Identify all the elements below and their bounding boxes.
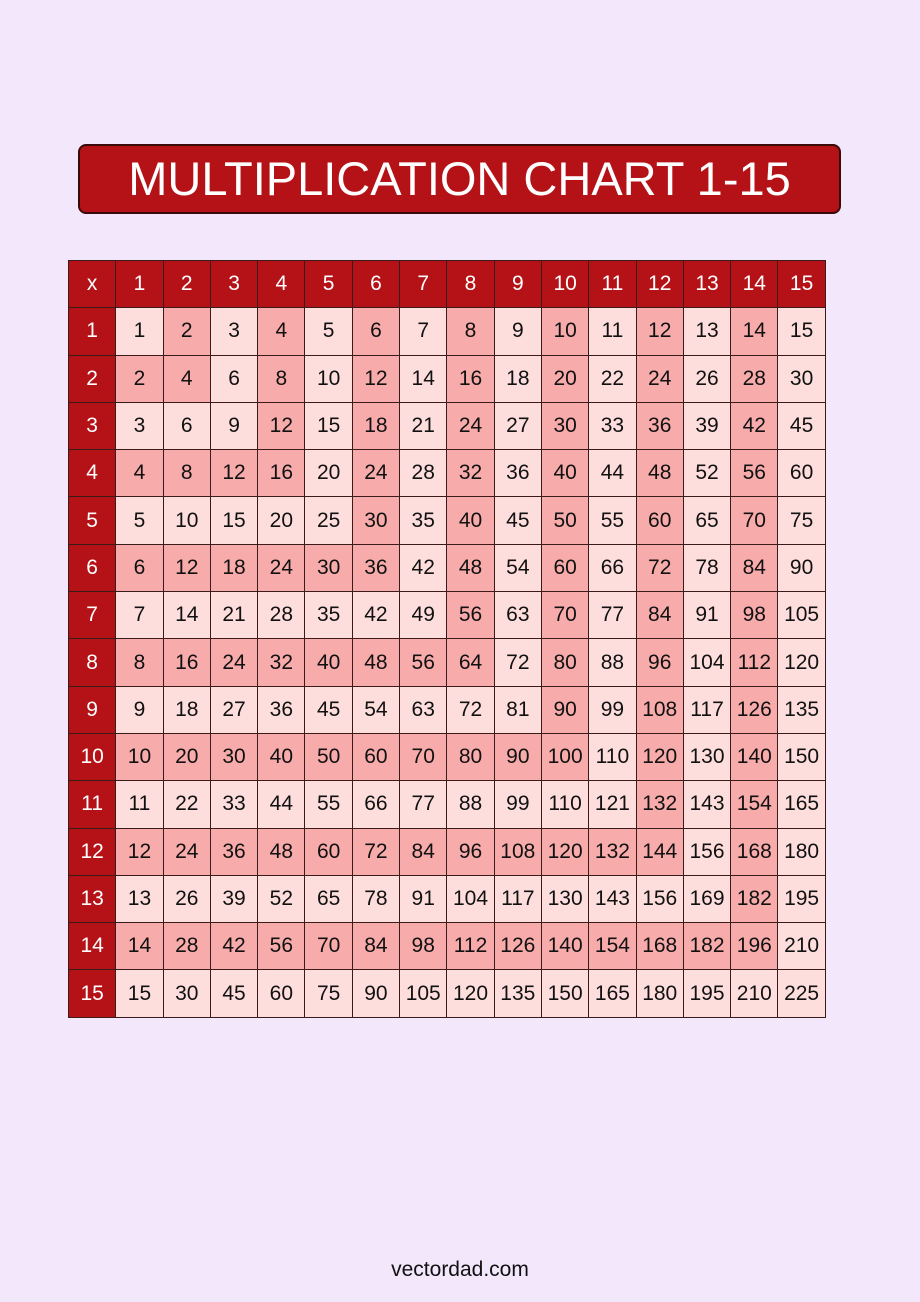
table-row bbox=[69, 639, 826, 686]
footer-site-name: vectordad.com bbox=[391, 1258, 529, 1281]
product-cell: 35 bbox=[305, 592, 352, 639]
product-cell: 63 bbox=[494, 592, 541, 639]
product-cell: 108 bbox=[636, 686, 683, 733]
product-cell: 98 bbox=[731, 592, 778, 639]
product-cell: 13 bbox=[116, 875, 163, 922]
product-cell: 84 bbox=[400, 828, 447, 875]
product-cell: 84 bbox=[636, 592, 683, 639]
product-cell: 45 bbox=[305, 686, 352, 733]
product-cell: 52 bbox=[258, 875, 305, 922]
product-cell: 75 bbox=[778, 497, 825, 544]
table-row bbox=[69, 450, 826, 497]
product-cell: 165 bbox=[778, 781, 825, 828]
column-header: 6 bbox=[352, 261, 399, 308]
product-cell: 54 bbox=[352, 686, 399, 733]
product-cell: 132 bbox=[589, 828, 636, 875]
product-cell: 143 bbox=[683, 781, 730, 828]
product-cell: 18 bbox=[163, 686, 210, 733]
product-cell: 12 bbox=[636, 308, 683, 355]
product-cell: 90 bbox=[541, 686, 588, 733]
product-cell: 90 bbox=[778, 544, 825, 591]
product-cell: 72 bbox=[636, 544, 683, 591]
product-cell: 15 bbox=[305, 402, 352, 449]
product-cell: 27 bbox=[494, 402, 541, 449]
product-cell: 117 bbox=[683, 686, 730, 733]
product-cell: 60 bbox=[305, 828, 352, 875]
product-cell: 30 bbox=[352, 497, 399, 544]
product-cell: 10 bbox=[305, 355, 352, 402]
product-cell: 44 bbox=[589, 450, 636, 497]
product-cell: 169 bbox=[683, 875, 730, 922]
row-header: 2 bbox=[69, 355, 116, 402]
product-cell: 26 bbox=[683, 355, 730, 402]
product-cell: 140 bbox=[541, 923, 588, 970]
product-cell: 45 bbox=[494, 497, 541, 544]
product-cell: 60 bbox=[636, 497, 683, 544]
product-cell: 28 bbox=[731, 355, 778, 402]
product-cell: 70 bbox=[400, 733, 447, 780]
column-header: 13 bbox=[683, 261, 730, 308]
product-cell: 135 bbox=[778, 686, 825, 733]
product-cell: 50 bbox=[305, 733, 352, 780]
product-cell: 10 bbox=[163, 497, 210, 544]
product-cell: 16 bbox=[163, 639, 210, 686]
product-cell: 66 bbox=[589, 544, 636, 591]
product-cell: 120 bbox=[636, 733, 683, 780]
product-cell: 45 bbox=[210, 970, 257, 1017]
table-row bbox=[69, 497, 826, 544]
header-row bbox=[69, 261, 826, 308]
product-cell: 60 bbox=[541, 544, 588, 591]
product-cell: 21 bbox=[400, 402, 447, 449]
product-cell: 196 bbox=[731, 923, 778, 970]
product-cell: 56 bbox=[400, 639, 447, 686]
product-cell: 126 bbox=[731, 686, 778, 733]
column-header: 10 bbox=[541, 261, 588, 308]
product-cell: 13 bbox=[683, 308, 730, 355]
product-cell: 4 bbox=[163, 355, 210, 402]
product-cell: 180 bbox=[636, 970, 683, 1017]
product-cell: 4 bbox=[258, 308, 305, 355]
product-cell: 12 bbox=[163, 544, 210, 591]
product-cell: 24 bbox=[447, 402, 494, 449]
product-cell: 60 bbox=[778, 450, 825, 497]
product-cell: 10 bbox=[541, 308, 588, 355]
column-header: 11 bbox=[589, 261, 636, 308]
product-cell: 130 bbox=[683, 733, 730, 780]
product-cell: 99 bbox=[589, 686, 636, 733]
product-cell: 2 bbox=[163, 308, 210, 355]
product-cell: 30 bbox=[210, 733, 257, 780]
product-cell: 63 bbox=[400, 686, 447, 733]
column-header: 2 bbox=[163, 261, 210, 308]
product-cell: 20 bbox=[305, 450, 352, 497]
product-cell: 80 bbox=[541, 639, 588, 686]
product-cell: 110 bbox=[589, 733, 636, 780]
product-cell: 150 bbox=[541, 970, 588, 1017]
product-cell: 32 bbox=[258, 639, 305, 686]
row-header: 15 bbox=[69, 970, 116, 1017]
product-cell: 5 bbox=[305, 308, 352, 355]
product-cell: 120 bbox=[778, 639, 825, 686]
row-header: 9 bbox=[69, 686, 116, 733]
product-cell: 72 bbox=[352, 828, 399, 875]
product-cell: 56 bbox=[447, 592, 494, 639]
table-row bbox=[69, 733, 826, 780]
product-cell: 33 bbox=[210, 781, 257, 828]
product-cell: 9 bbox=[494, 308, 541, 355]
product-cell: 130 bbox=[541, 875, 588, 922]
product-cell: 8 bbox=[258, 355, 305, 402]
product-cell: 77 bbox=[589, 592, 636, 639]
product-cell: 56 bbox=[731, 450, 778, 497]
product-cell: 56 bbox=[258, 923, 305, 970]
product-cell: 140 bbox=[731, 733, 778, 780]
product-cell: 70 bbox=[731, 497, 778, 544]
product-cell: 210 bbox=[778, 923, 825, 970]
product-cell: 7 bbox=[116, 592, 163, 639]
row-header: 14 bbox=[69, 923, 116, 970]
product-cell: 8 bbox=[447, 308, 494, 355]
product-cell: 10 bbox=[116, 733, 163, 780]
product-cell: 11 bbox=[116, 781, 163, 828]
table-row bbox=[69, 592, 826, 639]
product-cell: 60 bbox=[352, 733, 399, 780]
table-row bbox=[69, 544, 826, 591]
product-cell: 65 bbox=[305, 875, 352, 922]
product-cell: 39 bbox=[210, 875, 257, 922]
product-cell: 14 bbox=[731, 308, 778, 355]
product-cell: 3 bbox=[116, 402, 163, 449]
column-header: 8 bbox=[447, 261, 494, 308]
row-header: 7 bbox=[69, 592, 116, 639]
product-cell: 33 bbox=[589, 402, 636, 449]
product-cell: 42 bbox=[731, 402, 778, 449]
column-header: 15 bbox=[778, 261, 825, 308]
product-cell: 108 bbox=[494, 828, 541, 875]
product-cell: 4 bbox=[116, 450, 163, 497]
product-cell: 32 bbox=[447, 450, 494, 497]
product-cell: 168 bbox=[636, 923, 683, 970]
product-cell: 91 bbox=[683, 592, 730, 639]
product-cell: 150 bbox=[778, 733, 825, 780]
product-cell: 24 bbox=[636, 355, 683, 402]
row-header: 11 bbox=[69, 781, 116, 828]
product-cell: 210 bbox=[731, 970, 778, 1017]
product-cell: 24 bbox=[210, 639, 257, 686]
column-header: 1 bbox=[116, 261, 163, 308]
product-cell: 180 bbox=[778, 828, 825, 875]
row-header: 12 bbox=[69, 828, 116, 875]
product-cell: 42 bbox=[400, 544, 447, 591]
product-cell: 78 bbox=[683, 544, 730, 591]
product-cell: 121 bbox=[589, 781, 636, 828]
product-cell: 1 bbox=[116, 308, 163, 355]
product-cell: 168 bbox=[731, 828, 778, 875]
product-cell: 132 bbox=[636, 781, 683, 828]
product-cell: 12 bbox=[116, 828, 163, 875]
product-cell: 195 bbox=[683, 970, 730, 1017]
column-header: 9 bbox=[494, 261, 541, 308]
product-cell: 14 bbox=[116, 923, 163, 970]
product-cell: 40 bbox=[447, 497, 494, 544]
product-cell: 96 bbox=[447, 828, 494, 875]
table-body bbox=[69, 261, 826, 1018]
product-cell: 77 bbox=[400, 781, 447, 828]
product-cell: 90 bbox=[352, 970, 399, 1017]
product-cell: 84 bbox=[731, 544, 778, 591]
column-header: 12 bbox=[636, 261, 683, 308]
product-cell: 24 bbox=[258, 544, 305, 591]
product-cell: 48 bbox=[352, 639, 399, 686]
product-cell: 14 bbox=[400, 355, 447, 402]
column-header: 4 bbox=[258, 261, 305, 308]
product-cell: 20 bbox=[541, 355, 588, 402]
product-cell: 99 bbox=[494, 781, 541, 828]
product-cell: 60 bbox=[258, 970, 305, 1017]
product-cell: 40 bbox=[305, 639, 352, 686]
product-cell: 27 bbox=[210, 686, 257, 733]
product-cell: 72 bbox=[494, 639, 541, 686]
table-row bbox=[69, 402, 826, 449]
product-cell: 9 bbox=[210, 402, 257, 449]
product-cell: 28 bbox=[400, 450, 447, 497]
product-cell: 25 bbox=[305, 497, 352, 544]
product-cell: 6 bbox=[210, 355, 257, 402]
product-cell: 182 bbox=[683, 923, 730, 970]
product-cell: 156 bbox=[683, 828, 730, 875]
product-cell: 30 bbox=[541, 402, 588, 449]
product-cell: 16 bbox=[258, 450, 305, 497]
chart-title: MULTIPLICATION CHART 1-15 bbox=[78, 144, 841, 214]
product-cell: 8 bbox=[163, 450, 210, 497]
product-cell: 30 bbox=[163, 970, 210, 1017]
product-cell: 22 bbox=[163, 781, 210, 828]
product-cell: 18 bbox=[494, 355, 541, 402]
product-cell: 12 bbox=[258, 402, 305, 449]
product-cell: 96 bbox=[636, 639, 683, 686]
product-cell: 30 bbox=[305, 544, 352, 591]
product-cell: 55 bbox=[589, 497, 636, 544]
product-cell: 6 bbox=[116, 544, 163, 591]
product-cell: 110 bbox=[541, 781, 588, 828]
product-cell: 6 bbox=[352, 308, 399, 355]
table-row bbox=[69, 686, 826, 733]
product-cell: 195 bbox=[778, 875, 825, 922]
product-cell: 36 bbox=[210, 828, 257, 875]
table-row bbox=[69, 781, 826, 828]
product-cell: 5 bbox=[116, 497, 163, 544]
product-cell: 144 bbox=[636, 828, 683, 875]
product-cell: 15 bbox=[778, 308, 825, 355]
corner-cell: x bbox=[69, 261, 116, 308]
product-cell: 54 bbox=[494, 544, 541, 591]
product-cell: 18 bbox=[210, 544, 257, 591]
product-cell: 135 bbox=[494, 970, 541, 1017]
row-header: 5 bbox=[69, 497, 116, 544]
product-cell: 9 bbox=[116, 686, 163, 733]
row-header: 10 bbox=[69, 733, 116, 780]
product-cell: 21 bbox=[210, 592, 257, 639]
product-cell: 36 bbox=[352, 544, 399, 591]
product-cell: 28 bbox=[258, 592, 305, 639]
product-cell: 18 bbox=[352, 402, 399, 449]
product-cell: 70 bbox=[541, 592, 588, 639]
product-cell: 40 bbox=[258, 733, 305, 780]
product-cell: 105 bbox=[778, 592, 825, 639]
product-cell: 11 bbox=[589, 308, 636, 355]
product-cell: 84 bbox=[352, 923, 399, 970]
table-row bbox=[69, 923, 826, 970]
product-cell: 105 bbox=[400, 970, 447, 1017]
product-cell: 35 bbox=[400, 497, 447, 544]
product-cell: 120 bbox=[447, 970, 494, 1017]
column-header: 7 bbox=[400, 261, 447, 308]
product-cell: 91 bbox=[400, 875, 447, 922]
product-cell: 104 bbox=[447, 875, 494, 922]
product-cell: 112 bbox=[731, 639, 778, 686]
product-cell: 154 bbox=[589, 923, 636, 970]
product-cell: 15 bbox=[210, 497, 257, 544]
product-cell: 165 bbox=[589, 970, 636, 1017]
product-cell: 28 bbox=[163, 923, 210, 970]
product-cell: 78 bbox=[352, 875, 399, 922]
product-cell: 12 bbox=[210, 450, 257, 497]
product-cell: 50 bbox=[541, 497, 588, 544]
product-cell: 14 bbox=[163, 592, 210, 639]
product-cell: 36 bbox=[258, 686, 305, 733]
product-cell: 22 bbox=[589, 355, 636, 402]
table-row bbox=[69, 875, 826, 922]
column-header: 14 bbox=[731, 261, 778, 308]
product-cell: 42 bbox=[352, 592, 399, 639]
product-cell: 88 bbox=[447, 781, 494, 828]
product-cell: 48 bbox=[636, 450, 683, 497]
product-cell: 12 bbox=[352, 355, 399, 402]
product-cell: 48 bbox=[447, 544, 494, 591]
row-header: 8 bbox=[69, 639, 116, 686]
product-cell: 98 bbox=[400, 923, 447, 970]
product-cell: 55 bbox=[305, 781, 352, 828]
product-cell: 20 bbox=[163, 733, 210, 780]
product-cell: 36 bbox=[494, 450, 541, 497]
product-cell: 100 bbox=[541, 733, 588, 780]
column-header: 5 bbox=[305, 261, 352, 308]
product-cell: 154 bbox=[731, 781, 778, 828]
product-cell: 66 bbox=[352, 781, 399, 828]
product-cell: 81 bbox=[494, 686, 541, 733]
multiplication-table bbox=[68, 260, 826, 1018]
product-cell: 45 bbox=[778, 402, 825, 449]
table-row bbox=[69, 308, 826, 355]
product-cell: 20 bbox=[258, 497, 305, 544]
product-cell: 40 bbox=[541, 450, 588, 497]
row-header: 3 bbox=[69, 402, 116, 449]
product-cell: 120 bbox=[541, 828, 588, 875]
product-cell: 80 bbox=[447, 733, 494, 780]
product-cell: 6 bbox=[163, 402, 210, 449]
product-cell: 104 bbox=[683, 639, 730, 686]
product-cell: 182 bbox=[731, 875, 778, 922]
product-cell: 90 bbox=[494, 733, 541, 780]
product-cell: 70 bbox=[305, 923, 352, 970]
column-header: 3 bbox=[210, 261, 257, 308]
product-cell: 126 bbox=[494, 923, 541, 970]
product-cell: 7 bbox=[400, 308, 447, 355]
product-cell: 156 bbox=[636, 875, 683, 922]
row-header: 6 bbox=[69, 544, 116, 591]
product-cell: 117 bbox=[494, 875, 541, 922]
product-cell: 64 bbox=[447, 639, 494, 686]
product-cell: 48 bbox=[258, 828, 305, 875]
product-cell: 143 bbox=[589, 875, 636, 922]
product-cell: 39 bbox=[683, 402, 730, 449]
product-cell: 52 bbox=[683, 450, 730, 497]
product-cell: 112 bbox=[447, 923, 494, 970]
product-cell: 16 bbox=[447, 355, 494, 402]
row-header: 1 bbox=[69, 308, 116, 355]
table-row bbox=[69, 355, 826, 402]
product-cell: 24 bbox=[163, 828, 210, 875]
product-cell: 8 bbox=[116, 639, 163, 686]
row-header: 4 bbox=[69, 450, 116, 497]
product-cell: 3 bbox=[210, 308, 257, 355]
product-cell: 44 bbox=[258, 781, 305, 828]
row-header: 13 bbox=[69, 875, 116, 922]
product-cell: 26 bbox=[163, 875, 210, 922]
table-row bbox=[69, 970, 826, 1017]
product-cell: 15 bbox=[116, 970, 163, 1017]
product-cell: 65 bbox=[683, 497, 730, 544]
product-cell: 24 bbox=[352, 450, 399, 497]
product-cell: 72 bbox=[447, 686, 494, 733]
product-cell: 2 bbox=[116, 355, 163, 402]
product-cell: 42 bbox=[210, 923, 257, 970]
product-cell: 36 bbox=[636, 402, 683, 449]
product-cell: 30 bbox=[778, 355, 825, 402]
product-cell: 75 bbox=[305, 970, 352, 1017]
product-cell: 49 bbox=[400, 592, 447, 639]
product-cell: 88 bbox=[589, 639, 636, 686]
product-cell: 225 bbox=[778, 970, 825, 1017]
table-row bbox=[69, 828, 826, 875]
